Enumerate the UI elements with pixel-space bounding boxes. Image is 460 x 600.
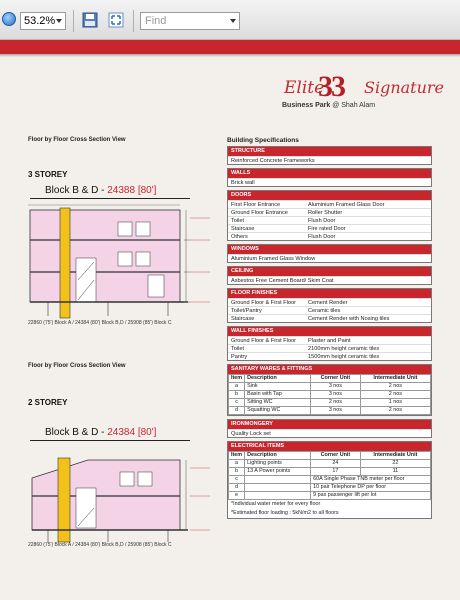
electrical-note-2: *Estimated floor loading : 5kN/m2 to all floors — [231, 510, 339, 516]
spec-windows — [227, 244, 432, 263]
spec-windows-heading: WINDOWS — [228, 245, 431, 254]
spec-wall-finishes-heading: WALL FINISHES — [228, 327, 431, 336]
pdf-page — [0, 40, 460, 600]
table-cell: 24 — [311, 460, 361, 468]
spec-row-label: Others — [231, 234, 248, 240]
spec-row-label: Ground Floor & First Floor — [231, 300, 296, 306]
table-cell: 2 nos — [360, 383, 430, 391]
table-cell: 10 pair Telephone DP per floor — [311, 484, 431, 492]
section1-storey: 3 STOREY — [28, 170, 68, 179]
table-header: Intermediate Unit — [360, 375, 430, 383]
table-header: Corner Unit — [311, 375, 361, 383]
find-input[interactable] — [140, 12, 240, 30]
spec-doors-heading: DOORS — [228, 191, 431, 200]
spec-ceiling-heading: CEILING — [228, 267, 431, 276]
table-cell — [245, 484, 311, 492]
dimension-line — [30, 440, 190, 441]
section1-title: Floor by Floor Cross Section View — [28, 137, 126, 143]
table-cell: 3 nos — [311, 407, 361, 415]
table-cell: a — [229, 383, 245, 391]
table-cell: a — [229, 460, 245, 468]
table-header: Description — [245, 375, 311, 383]
table-cell: d — [229, 484, 245, 492]
table-cell: 9 pax passenger lift per lot — [311, 492, 431, 500]
logo-subtitle — [282, 102, 375, 109]
spec-wall-finishes — [227, 326, 432, 361]
section2-block-dimension: 24384 [80'] — [107, 427, 157, 438]
spec-electrical — [227, 441, 432, 519]
section1-block-label: Block B & D - — [45, 185, 108, 196]
table-cell: 13 A Power points — [245, 468, 311, 476]
navigate-icon[interactable] — [2, 12, 16, 26]
spec-floor-finishes-heading: FLOOR FINISHES — [228, 289, 431, 298]
table-cell: 3 nos — [311, 391, 361, 399]
table-cell: c — [229, 399, 245, 407]
table-row — [229, 407, 431, 415]
table-cell: Squatting WC — [245, 407, 311, 415]
spec-row-label: Ground Floor Entrance — [231, 210, 288, 216]
spec-row-value: Flush Door — [308, 234, 336, 240]
table-cell: 22 — [360, 460, 430, 468]
table-cell: 11 — [360, 468, 430, 476]
find-placeholder: Find — [145, 15, 167, 27]
table-header: Corner Unit — [311, 452, 361, 460]
table-cell: 2 nos — [360, 391, 430, 399]
electrical-note-1: *Individual water meter for every floor — [231, 501, 321, 507]
spec-row-label: Staircase — [231, 226, 255, 232]
chevron-down-icon[interactable] — [56, 19, 62, 23]
section2-block-title — [45, 427, 156, 438]
spec-walls-heading: WALLS — [228, 169, 431, 178]
table-row — [229, 391, 431, 399]
spec-row-label: Staircase — [231, 316, 255, 322]
table-cell: Sitting WC — [245, 399, 311, 407]
spec-row-label: Pantry — [231, 354, 248, 360]
spec-row-value: 1500mm height ceramic tiles — [308, 354, 380, 360]
spec-structure-heading: STRUCTURE — [228, 147, 431, 156]
zoom-select[interactable] — [20, 12, 66, 30]
spec-ceiling-text: Asbestos Free Cement Board/ Skim Coat — [231, 278, 334, 284]
logo-sub-bold: Business Park — [282, 102, 331, 109]
spec-row-label: Ground Floor & First Floor — [231, 338, 296, 344]
table-header: Description — [245, 452, 311, 460]
table-row — [229, 484, 431, 492]
spec-row-label: Toilet — [231, 218, 245, 224]
logo-sub-rest: @ Shah Alam — [330, 102, 376, 109]
section2-storey: 2 STOREY — [28, 398, 68, 407]
logo-signature-text: Signature — [364, 78, 445, 97]
section1-block-dimension: 24388 [80'] — [107, 185, 157, 196]
spec-sanitary — [227, 364, 432, 416]
pdf-toolbar — [0, 0, 460, 40]
table-cell: d — [229, 407, 245, 415]
table-cell: c — [229, 476, 245, 484]
spec-row-value: Aluminium Framed Glass Door — [308, 202, 385, 208]
table-row — [229, 383, 431, 391]
spec-walls-text: Brick wall — [231, 180, 255, 186]
table-row — [229, 399, 431, 407]
section2-block-label: Block B & D - — [45, 427, 108, 438]
table-header: Item — [229, 452, 245, 460]
table-cell: 17 — [311, 468, 361, 476]
spec-doors — [227, 190, 432, 241]
table-row — [229, 460, 431, 468]
table-cell: 1 nos — [360, 399, 430, 407]
table-row — [229, 492, 431, 500]
table-cell: Lighting points — [245, 460, 311, 468]
table-cell: 3 nos — [311, 383, 361, 391]
page-header-bar — [0, 40, 460, 54]
electrical-table — [228, 451, 431, 500]
spec-ironmongery-text: Quality Lock set — [231, 431, 271, 437]
table-header: Intermediate Unit — [360, 452, 430, 460]
chevron-down-icon[interactable] — [230, 19, 236, 23]
spec-ironmongery — [227, 419, 432, 438]
logo-number: 33 — [318, 70, 344, 103]
page-edge-shadow — [0, 54, 460, 57]
spec-row-value: 2100mm height ceramic tiles — [308, 346, 380, 352]
specifications-panel — [227, 146, 432, 522]
table-cell: e — [229, 492, 245, 500]
spec-row-value: Roller Shutter — [308, 210, 343, 216]
spec-structure-text: Reinforced Concrete Frameworks — [231, 158, 315, 164]
section2-cross-section-drawing — [28, 448, 213, 544]
table-row — [229, 476, 431, 484]
spec-windows-text: Aluminium Framed Glass Window — [231, 256, 316, 262]
specifications-title: Building Specifications — [227, 137, 299, 144]
table-row — [229, 468, 431, 476]
table-cell: 2 nos — [311, 399, 361, 407]
logo-elite-text: Elite — [284, 78, 325, 98]
section2-title: Floor by Floor Cross Section View — [28, 363, 126, 369]
toolbar-separator — [73, 10, 74, 32]
sanitary-table — [228, 374, 431, 415]
save-icon[interactable] — [82, 12, 98, 28]
table-cell: 2 nos — [360, 407, 430, 415]
spec-row-value: Fire rated Door — [308, 226, 346, 232]
spec-row-label: Toilet — [231, 346, 245, 352]
spec-ironmongery-heading: IRONMONGERY — [228, 420, 431, 429]
spec-floor-finishes — [227, 288, 432, 323]
table-cell: Basin with Tap — [245, 391, 311, 399]
zoom-value: 53.2% — [24, 15, 56, 27]
spec-row-label: Toilet/Pantry — [231, 308, 262, 314]
table-cell: b — [229, 468, 245, 476]
table-cell — [245, 492, 311, 500]
spec-structure — [227, 146, 432, 165]
spec-row-value: Flush Door — [308, 218, 336, 224]
section1-block-title — [45, 185, 156, 196]
spec-row-label: First Floor Entrance — [231, 202, 281, 208]
table-cell: 60A Single Phase TNB meter per floor — [311, 476, 431, 484]
toolbar-separator — [133, 10, 134, 32]
section1-dimension-caption: 22860 (75') Block A / 24384 (80') Block B,D / 25908 (85') Block C — [28, 320, 172, 326]
table-cell: b — [229, 391, 245, 399]
spec-walls — [227, 168, 432, 187]
table-cell: Sink — [245, 383, 311, 391]
section2-dimension-caption: 22860 (75') Block A / 24384 (80') Block B,D / 25908 (85') Block C — [28, 542, 172, 548]
fit-page-icon[interactable] — [108, 12, 124, 28]
table-cell — [245, 476, 311, 484]
section1-cross-section-drawing — [28, 200, 213, 320]
brand-logo — [278, 70, 445, 114]
spec-row-value: Ceramic tiles — [308, 308, 341, 314]
table-header: Item — [229, 375, 245, 383]
spec-electrical-heading: ELECTRICAL ITEMS — [228, 442, 431, 451]
spec-row-value: Plaster and Paint — [308, 338, 351, 344]
dimension-line — [30, 198, 190, 199]
spec-sanitary-heading: SANITARY WARES & FITTINGS — [228, 365, 431, 374]
spec-row-value: Cement Render with Nosing tiles — [308, 316, 390, 322]
spec-ceiling — [227, 266, 432, 285]
spec-row-value: Cement Render — [308, 300, 348, 306]
